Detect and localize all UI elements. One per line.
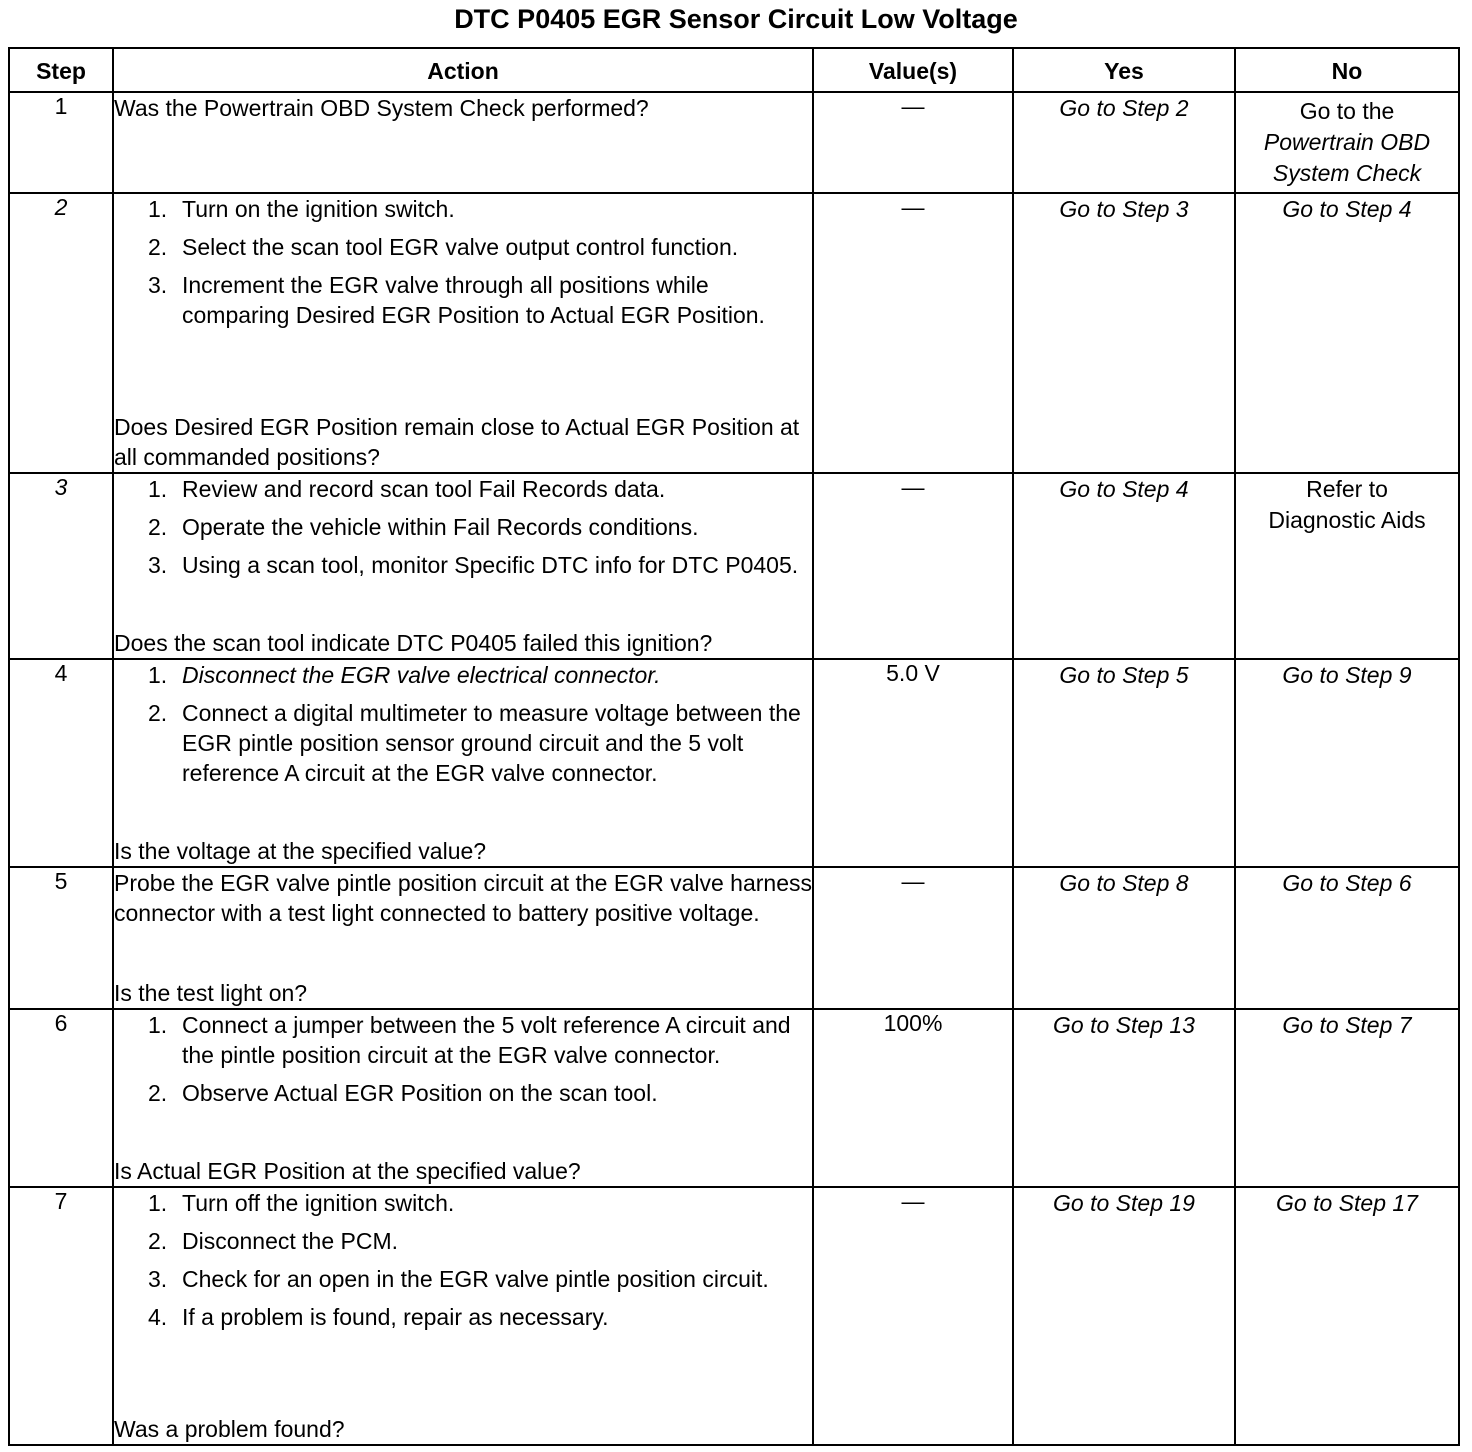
action-question: Does Desired EGR Position remain close to Actual EGR Position at all commanded positions? xyxy=(114,414,800,470)
action-cell xyxy=(113,92,813,193)
table-row xyxy=(9,1009,1459,1187)
no-cell: Go to Step 7 xyxy=(1235,1009,1459,1187)
action-cell xyxy=(113,1187,813,1445)
action-list xyxy=(114,194,812,338)
yes-cell: Go to Step 8 xyxy=(1013,867,1235,1009)
header-no: No xyxy=(1235,48,1459,92)
yes-cell: Go to Step 5 xyxy=(1013,659,1235,867)
list-item: 1. Turn on the ignition switch. xyxy=(148,196,455,222)
action-text: Was the Powertrain OBD System Check performed? xyxy=(114,95,649,121)
yes-cell: Go to Step 19 xyxy=(1013,1187,1235,1445)
yes-cell: Go to Step 2 xyxy=(1013,92,1235,193)
list-item: 1. Review and record scan tool Fail Records data. xyxy=(148,476,666,502)
value-cell: — xyxy=(813,473,1013,659)
table-row xyxy=(9,473,1459,659)
no-cell: Go to Step 6 xyxy=(1235,867,1459,1009)
list-item: 2. Observe Actual EGR Position on the scan tool. xyxy=(148,1080,658,1106)
no-cell: Go to Step 17 xyxy=(1235,1187,1459,1445)
no-cell: Go to Step 4 xyxy=(1235,193,1459,473)
table-row xyxy=(9,1187,1459,1445)
list-item: 1. Turn off the ignition switch. xyxy=(148,1190,455,1216)
action-question: Was a problem found? xyxy=(114,1416,345,1442)
value-cell: — xyxy=(813,1187,1013,1445)
step-number: 4 xyxy=(9,659,113,867)
list-item: 4. If a problem is found, repair as necessary. xyxy=(148,1304,609,1330)
table-row xyxy=(9,92,1459,193)
yes-cell: Go to Step 13 xyxy=(1013,1009,1235,1187)
action-list xyxy=(114,1010,812,1110)
no-cell xyxy=(1235,473,1459,659)
step-number: 7 xyxy=(9,1187,113,1445)
step-number: 3 xyxy=(9,473,113,659)
header-yes: Yes xyxy=(1013,48,1235,92)
action-text: Probe the EGR valve pintle position circuit at the EGR valve harness connector with a test light connected to battery positive voltage. xyxy=(114,870,813,926)
action-cell xyxy=(113,659,813,867)
list-item: 3. Increment the EGR valve through all positions while comparing Desired EGR Position to Actual EGR Position. xyxy=(148,272,765,328)
page-title: DTC P0405 EGR Sensor Circuit Low Voltage xyxy=(454,4,1018,34)
action-question: Does the scan tool indicate DTC P0405 failed this ignition? xyxy=(114,630,713,656)
header-row xyxy=(9,48,1459,92)
list-item: 3. Check for an open in the EGR valve pintle position circuit. xyxy=(148,1266,769,1292)
list-item: 2. Connect a digital multimeter to measure voltage between the EGR pintle position sensor ground circuit and the 5 volt reference A circuit at the EGR valve connector. xyxy=(148,700,801,786)
action-question: Is Actual EGR Position at the specified value? xyxy=(114,1158,581,1184)
no-line: Powertrain OBD xyxy=(1263,129,1431,155)
value-cell: — xyxy=(813,92,1013,193)
table-row xyxy=(9,193,1459,473)
header-action: Action xyxy=(113,48,813,92)
action-cell xyxy=(113,1009,813,1187)
step-number: 5 xyxy=(9,867,113,1009)
value-cell: — xyxy=(813,867,1013,1009)
no-line: Go to the xyxy=(1299,98,1395,124)
action-list xyxy=(114,660,812,796)
action-list xyxy=(114,1188,812,1340)
no-line: Diagnostic Aids xyxy=(1268,507,1426,533)
action-list xyxy=(114,474,812,582)
action-question: Is the voltage at the specified value? xyxy=(114,838,487,864)
value-cell: 100% xyxy=(813,1009,1013,1187)
step-number: 2 xyxy=(9,193,113,473)
list-item: 1. Connect a jumper between the 5 volt reference A circuit and the pintle position circuit at the EGR valve connector. xyxy=(148,1012,791,1068)
no-line: Refer to xyxy=(1306,476,1388,502)
table-row xyxy=(9,867,1459,1009)
list-item: 2. Disconnect the PCM. xyxy=(148,1228,399,1254)
action-cell xyxy=(113,867,813,1009)
action-cell xyxy=(113,473,813,659)
header-step: Step xyxy=(9,48,113,92)
list-item: 1. Disconnect the EGR valve electrical connector. xyxy=(148,662,661,688)
list-item: 2. Select the scan tool EGR valve output control function. xyxy=(148,234,739,260)
table-row xyxy=(9,659,1459,867)
no-cell: Go to Step 9 xyxy=(1235,659,1459,867)
list-item: 3. Using a scan tool, monitor Specific DTC info for DTC P0405. xyxy=(148,552,799,578)
yes-cell: Go to Step 4 xyxy=(1013,473,1235,659)
step-number: 1 xyxy=(9,92,113,193)
no-cell xyxy=(1235,92,1459,193)
action-question: Is the test light on? xyxy=(114,980,308,1006)
action-cell xyxy=(113,193,813,473)
yes-cell: Go to Step 3 xyxy=(1013,193,1235,473)
list-item: 2. Operate the vehicle within Fail Records conditions. xyxy=(148,514,699,540)
value-cell: — xyxy=(813,193,1013,473)
value-cell: 5.0 V xyxy=(813,659,1013,867)
header-values: Value(s) xyxy=(813,48,1013,92)
step-number: 6 xyxy=(9,1009,113,1187)
diagnostic-table xyxy=(8,47,1460,1446)
no-line: System Check xyxy=(1272,160,1422,186)
